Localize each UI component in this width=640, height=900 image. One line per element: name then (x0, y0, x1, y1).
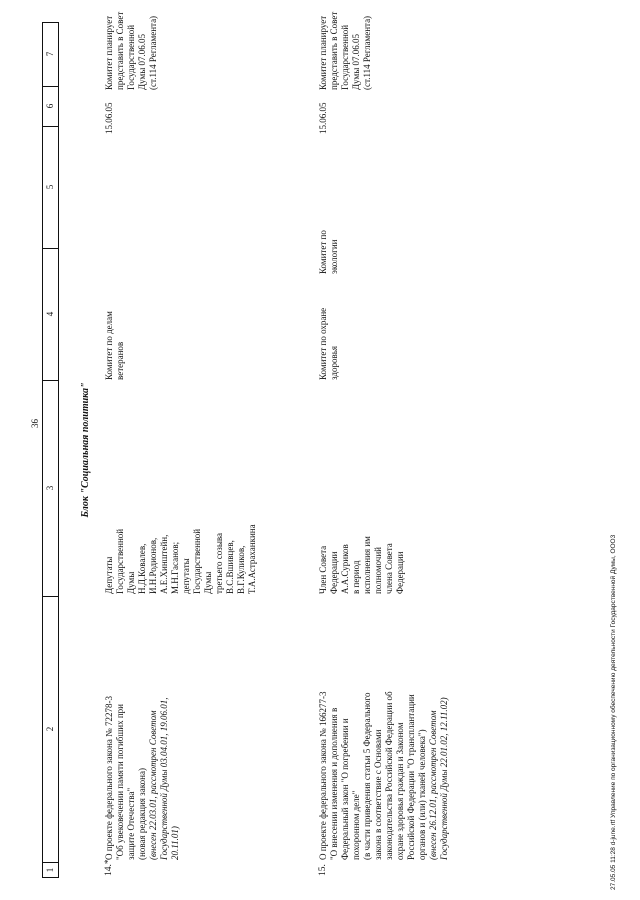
row-15-desc-line: (внесен 26.12.01, рассмотрен Советом (428, 710, 438, 860)
row-15-author-line: Федерации (329, 551, 339, 594)
row-15-co-committee-line: Комитет по (318, 230, 328, 274)
row-14-desc-line: "Об увековечении памяти погибших при (115, 704, 125, 860)
header-col-4: 4 (43, 248, 58, 381)
row-14-desc-line: Государственной Думы 03.04.01, 19.06.01, (159, 697, 169, 860)
row-15-note-line: Комитет планирует (318, 15, 328, 90)
row-14-desc-line: 20.11.01) (170, 826, 180, 860)
row-14-desc-line: О проекте федерального закона № 72278-3 (104, 696, 114, 860)
row-14-note-line: Комитет планирует (104, 15, 114, 90)
row-14-author-line: третьего созыва (214, 532, 224, 594)
header-col-2: 2 (43, 596, 58, 863)
row-14-author-line: В.Г.Куликов, (236, 545, 246, 594)
header-col-3: 3 (43, 380, 58, 597)
row-14-note-line: (ст.114 Регламента) (148, 15, 158, 90)
row-15-note-line: Государственной (340, 24, 350, 90)
row-15-author-line: Член Совета (318, 545, 328, 594)
row-14-author-line: И.Н.Родионов, (148, 537, 158, 594)
row-15-desc-line: закона в соответствие с Основами (373, 729, 383, 860)
row-15-number: 15. (318, 864, 328, 876)
row-15-committee-line: Комитет по охране (318, 307, 328, 380)
row-14-author-line: А.Е.Хинштейн, (159, 534, 169, 594)
row-15-note (318, 0, 373, 90)
page-number: 36 (30, 419, 40, 428)
header-col-1: 1 (45, 867, 55, 873)
row-15-description (318, 600, 450, 860)
footer: 27.05.05 11:28 d-june.rtf Управление по организационному обеспечению деятельности Государственной Думы, ООО3 (610, 534, 617, 890)
row-15-desc-line: Российской Федерации "О трансплантации (406, 694, 416, 860)
row-14-author-line: В.С.Вшивцев, (225, 540, 235, 594)
row-14-note-line: Думы 07.06.05 (137, 33, 147, 90)
row-14-desc-line: (внесен 22.03.01, рассмотрен Советом (148, 710, 158, 860)
row-14-author-line: Думы (203, 571, 213, 594)
row-15-desc-line: законодательства Российской Федерации об (384, 691, 394, 860)
row-14-author-line: Государственной (192, 528, 202, 594)
row-15-author-line: Федерации (395, 551, 405, 594)
header-col-6: 6 (43, 86, 58, 127)
row-15-authors (318, 424, 406, 594)
row-15-author-line: в период (351, 560, 361, 594)
row-15-desc-line: Государственной Думы 22.01.02, 12.11.02) (439, 697, 449, 860)
row-14-author-line: Т.А.Астраханкина (247, 524, 257, 594)
row-15-date: 15.06.05 (318, 102, 328, 134)
row-14-note (104, 0, 159, 90)
row-15-co-committee (318, 194, 340, 274)
row-15-author-line: полномочий (373, 547, 383, 594)
row-15-desc-line: (в части приведения статьи 5 Федерального (362, 692, 372, 860)
row-15-committee (318, 275, 340, 380)
row-14-committee-line: ветеранов (115, 341, 125, 380)
row-14-author-line: Думы (126, 571, 136, 594)
row-15-note-line: представить в Совет (329, 11, 339, 90)
row-14-desc-line: (новая редакция закона) (137, 768, 147, 860)
row-15-desc-line: О проекте федерального закона № 166277-3 (318, 691, 328, 860)
row-14-author-line: М.Н.Гасанов; (170, 541, 180, 594)
row-14-authors (104, 424, 258, 594)
row-15-desc-line: охране здоровья граждан и Законом (395, 722, 405, 860)
column-header-row (42, 22, 59, 878)
row-14-note-line: представить в Совет (115, 11, 125, 90)
row-14-author-line: депутаты (181, 558, 191, 594)
row-15-note-line: (ст.114 Регламента) (362, 15, 372, 90)
header-col-7: 7 (43, 22, 58, 87)
row-15-note-line: Думы 07.06.05 (351, 33, 361, 90)
row-14-date: 15.06.05 (104, 102, 114, 134)
row-14-author-line: Государственной (115, 528, 125, 594)
row-15-desc-line: органов и (или) тканей человека") (417, 729, 427, 860)
row-15-desc-line: похоронном деле" (351, 790, 361, 860)
row-15-desc-line: "О внесении изменения и дополнения в (329, 707, 339, 860)
row-15-co-committee-line: экологии (329, 239, 339, 274)
row-14-note-line: Государственной (126, 24, 136, 90)
row-15-desc-line: Федеральный закон "О погребении и (340, 718, 350, 860)
block-title: Блок "Социальная политика" (80, 382, 91, 518)
row-14-number: 14.* (104, 859, 114, 876)
row-14-desc-line: защите Отечества" (126, 787, 136, 860)
row-14-author-line: Депутаты (104, 556, 114, 594)
row-15-author-line: исполнения им (362, 536, 372, 594)
row-15-committee-line: здоровья (329, 346, 339, 380)
row-14-committee (104, 275, 126, 380)
row-15-author-line: члена Совета (384, 543, 394, 594)
row-14-author-line: Н.Д.Ковалев, (137, 543, 147, 594)
row-14-description (104, 605, 181, 860)
row-15-author-line: А.А.Суриков (340, 544, 350, 594)
row-14-committee-line: Комитет по делам (104, 311, 114, 380)
header-col-5: 5 (43, 126, 58, 249)
